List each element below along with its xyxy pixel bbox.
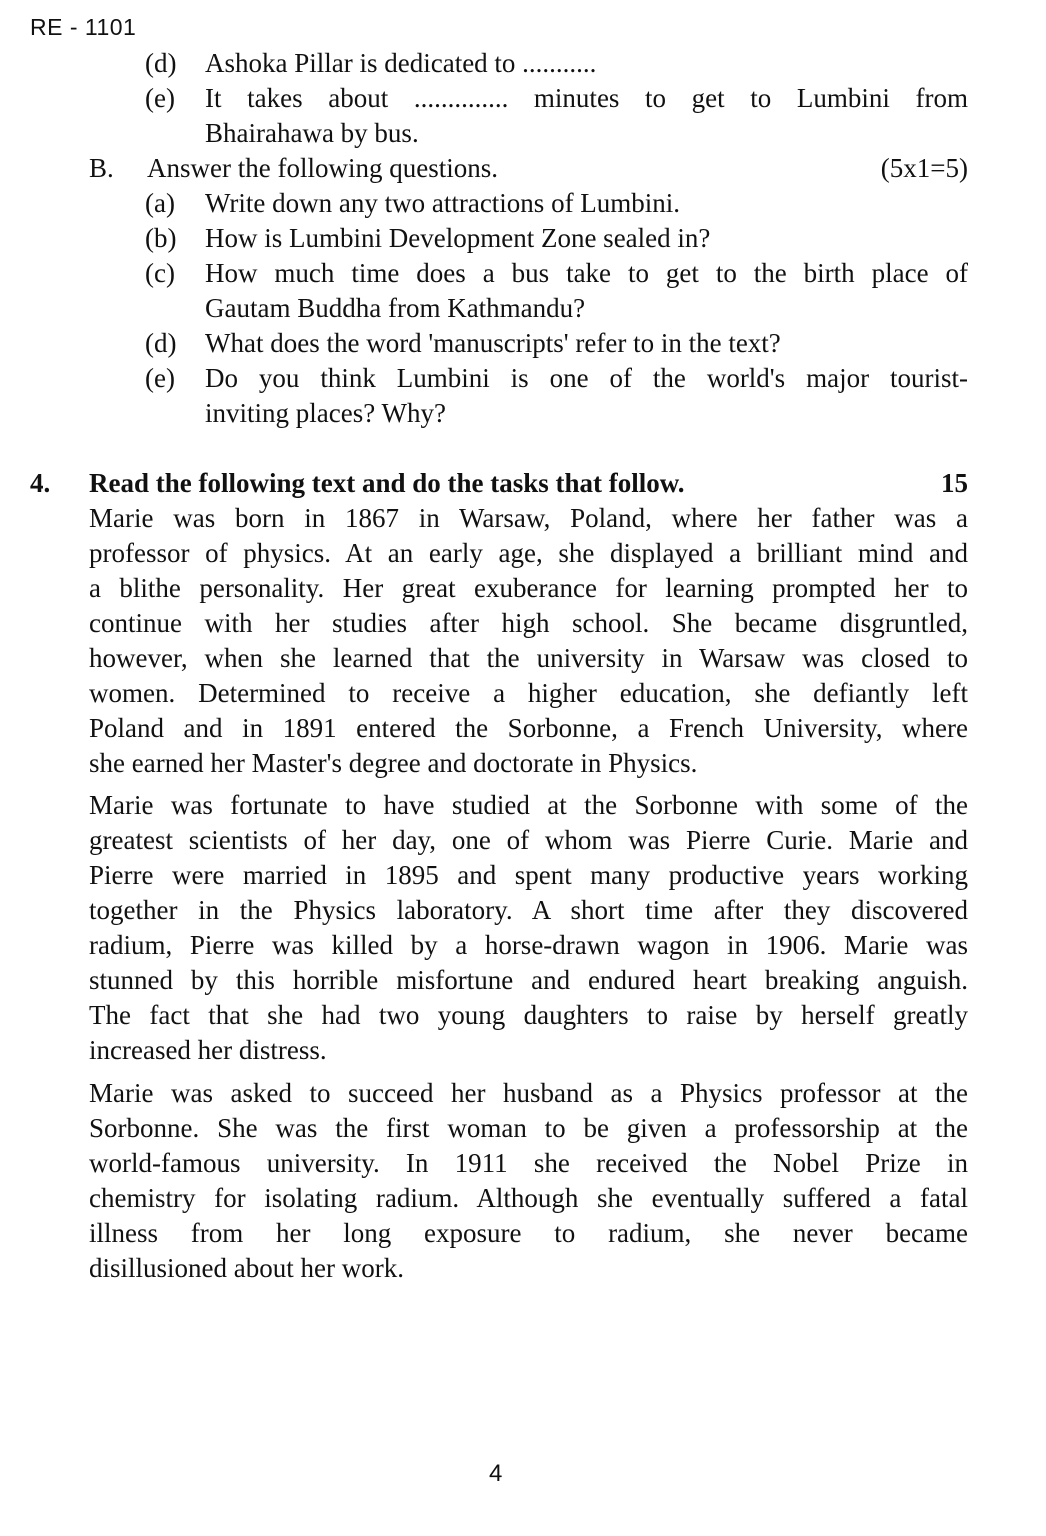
- passage-line: however, when she learned that the university in Warsaw was closed to: [89, 643, 968, 673]
- passage-line: Poland and in 1891 entered the Sorbonne, a French University, where: [89, 713, 968, 743]
- item-e-tag: (e): [145, 83, 175, 113]
- passage-line: Marie was asked to succeed her husband as a Physics professor at the: [89, 1078, 968, 1108]
- document-code: RE - 1101: [30, 14, 137, 40]
- passage-paragraph-2: [89, 788, 968, 1068]
- question-e-tag: (e): [145, 363, 175, 393]
- item-e-line1: It takes about .............. minutes to get to Lumbini from: [205, 83, 968, 113]
- question-c-tag: (c): [145, 258, 175, 288]
- passage-line: she earned her Master's degree and doctorate in Physics.: [89, 748, 698, 778]
- passage-line: increased her distress.: [89, 1035, 327, 1065]
- passage-paragraph-1: [89, 501, 968, 781]
- question-4-marks: 15: [941, 468, 968, 498]
- passage-paragraph-3: [89, 1076, 968, 1286]
- passage-line: stunned by this horrible misfortune and endured heart breaking anguish.: [89, 965, 968, 995]
- item-d-text: Ashoka Pillar is dedicated to ...........: [205, 48, 597, 78]
- item-e-line2: Bhairahawa by bus.: [205, 118, 419, 148]
- question-b-text: How is Lumbini Development Zone sealed in?: [205, 223, 711, 253]
- item-d-tag: (d): [145, 48, 177, 78]
- passage-line: Pierre were married in 1895 and spent many productive years working: [89, 860, 968, 890]
- passage-line: Sorbonne. She was the first woman to be given a professorship at the: [89, 1113, 968, 1143]
- passage-line: Marie was born in 1867 in Warsaw, Poland, where her father was a: [89, 503, 968, 533]
- passage-line: world-famous university. In 1911 she received the Nobel Prize in: [89, 1148, 968, 1178]
- question-a-tag: (a): [145, 188, 175, 218]
- passage-line: illness from her long exposure to radium, she never became: [89, 1218, 968, 1248]
- section-b-heading: Answer the following questions.: [147, 153, 498, 183]
- question-4-instruction: Read the following text and do the tasks that follow.: [89, 468, 685, 498]
- passage-line: chemistry for isolating radium. Although she eventually suffered a fatal: [89, 1183, 968, 1213]
- question-d-tag: (d): [145, 328, 177, 358]
- passage-line: The fact that she had two young daughters to raise by herself greatly: [89, 1000, 968, 1030]
- passage-line: greatest scientists of her day, one of whom was Pierre Curie. Marie and: [89, 825, 968, 855]
- passage-line: disillusioned about her work.: [89, 1253, 404, 1283]
- passage-line: professor of physics. At an early age, she displayed a brilliant mind and: [89, 538, 968, 568]
- passage-line: women. Determined to receive a higher education, she defiantly left: [89, 678, 968, 708]
- question-4-number: 4.: [30, 468, 51, 498]
- passage-line: Marie was fortunate to have studied at the Sorbonne with some of the: [89, 790, 968, 820]
- question-a-text: Write down any two attractions of Lumbini.: [205, 188, 681, 218]
- question-c-line2: Gautam Buddha from Kathmandu?: [205, 293, 586, 323]
- question-d-text: What does the word 'manuscripts' refer to in the text?: [205, 328, 781, 358]
- passage-line: together in the Physics laboratory. A short time after they discovered: [89, 895, 968, 925]
- passage-line: radium, Pierre was killed by a horse-drawn wagon in 1906. Marie was: [89, 930, 968, 960]
- question-c-line1: How much time does a bus take to get to the birth place of: [205, 258, 968, 288]
- question-b-tag: (b): [145, 223, 177, 253]
- question-e-line2: inviting places? Why?: [205, 398, 446, 428]
- question-e-line1: Do you think Lumbini is one of the world's major tourist-: [205, 363, 968, 393]
- page-number: 4: [489, 1460, 503, 1487]
- passage-line: continue with her studies after high school. She became disgruntled,: [89, 608, 968, 638]
- section-b-marks: (5x1=5): [880, 153, 968, 183]
- section-b-label: B.: [89, 153, 114, 183]
- passage-line: a blithe personality. Her great exuberance for learning prompted her to: [89, 573, 968, 603]
